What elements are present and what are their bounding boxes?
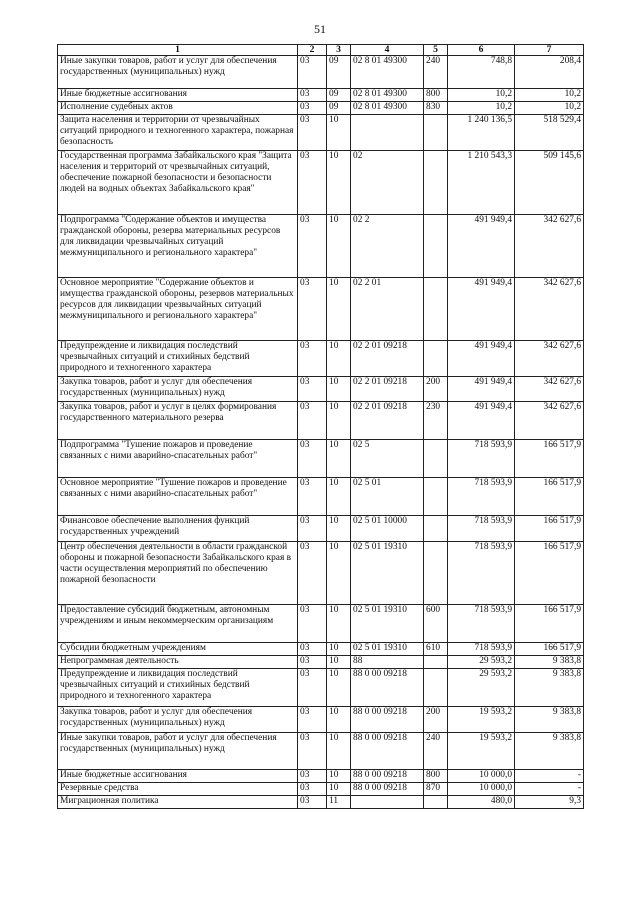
amount-col6-cell: 491 949,4 (448, 402, 515, 440)
amount-col7-cell: - (515, 783, 584, 796)
section-code-cell: 03 (298, 56, 327, 89)
subsection-code-cell: 10 (327, 377, 351, 402)
page-number: 51 (314, 22, 326, 36)
target-article-cell: 02 8 01 49300 (351, 102, 424, 115)
subsection-code-cell: 10 (327, 669, 351, 707)
table-row (58, 377, 584, 402)
col-header-1: 1 (58, 45, 298, 56)
amount-col6-cell: 10 000,0 (448, 783, 515, 796)
table-row (58, 89, 584, 102)
amount-col7-cell: 166 517,9 (515, 440, 584, 478)
target-article-cell: 02 (351, 151, 424, 215)
section-code-cell: 03 (298, 605, 327, 643)
target-article-cell: 88 0 00 09218 (351, 707, 424, 733)
table-row (58, 542, 584, 605)
row-name-cell: Исполнение судебных актов (58, 102, 298, 115)
amount-col7-cell: 10,2 (515, 89, 584, 102)
subsection-code-cell: 10 (327, 516, 351, 542)
subsection-code-cell: 10 (327, 643, 351, 656)
expense-type-cell: 230 (424, 402, 448, 440)
subsection-code-cell: 10 (327, 341, 351, 377)
expense-type-cell (424, 478, 448, 516)
row-name-cell: Миграционная политика (58, 796, 298, 809)
target-article-cell: 02 5 01 (351, 478, 424, 516)
row-name-cell: Закупка товаров, работ и услуг для обеспечения государственных (муниципальных) нужд (58, 707, 298, 733)
section-code-cell: 03 (298, 643, 327, 656)
section-code-cell: 03 (298, 770, 327, 783)
row-name-cell: Непрограммная деятельность (58, 656, 298, 669)
target-article-cell: 02 2 01 09218 (351, 402, 424, 440)
amount-col6-cell: 29 593,2 (448, 656, 515, 669)
target-article-cell: 02 8 01 49300 (351, 89, 424, 102)
subsection-code-cell: 09 (327, 56, 351, 89)
expense-type-cell: 870 (424, 783, 448, 796)
section-code-cell: 03 (298, 102, 327, 115)
expense-type-cell (424, 542, 448, 605)
amount-col6-cell: 718 593,9 (448, 478, 515, 516)
amount-col6-cell: 491 949,4 (448, 278, 515, 341)
section-code-cell: 03 (298, 733, 327, 770)
row-name-cell: Основное мероприятие "Содержание объектов и имущества гражданской обороны, резервов материальных ресурсов для ликвидации чрезвычайных ситуаций межмуниципального и регионального характера" (58, 278, 298, 341)
subsection-code-cell: 10 (327, 115, 351, 151)
amount-col6-cell: 748,8 (448, 56, 515, 89)
amount-col7-cell: 166 517,9 (515, 605, 584, 643)
row-name-cell: Резервные средства (58, 783, 298, 796)
row-name-cell: Предоставление субсидий бюджетным, автономным учреждениям и иным некоммерческим организациям (58, 605, 298, 643)
amount-col7-cell: 166 517,9 (515, 542, 584, 605)
amount-col7-cell: - (515, 770, 584, 783)
expense-type-cell: 200 (424, 707, 448, 733)
amount-col6-cell: 29 593,2 (448, 669, 515, 707)
section-code-cell: 03 (298, 542, 327, 605)
expense-type-cell (424, 115, 448, 151)
subsection-code-cell: 10 (327, 402, 351, 440)
amount-col7-cell: 10,2 (515, 102, 584, 115)
target-article-cell: 02 2 01 (351, 278, 424, 341)
amount-col7-cell: 166 517,9 (515, 643, 584, 656)
col-header-6: 6 (448, 45, 515, 56)
expense-type-cell (424, 796, 448, 809)
expense-type-cell: 200 (424, 377, 448, 402)
target-article-cell: 02 2 01 09218 (351, 341, 424, 377)
expense-type-cell (424, 215, 448, 278)
target-article-cell: 88 (351, 656, 424, 669)
amount-col6-cell: 10,2 (448, 102, 515, 115)
row-name-cell: Подпрограмма "Содержание объектов и имущества гражданской обороны, резерва материальных ресурсов для ликвидации чрезвычайных ситуаций межмуниципального и регионального характера" (58, 215, 298, 278)
row-name-cell: Центр обеспечения деятельности в области гражданской обороны и пожарной безопасности Забайкальского края в части осуществления мероприятий по обеспечению пожарной безопасности (58, 542, 298, 605)
subsection-code-cell: 09 (327, 102, 351, 115)
amount-col7-cell: 9 383,8 (515, 656, 584, 669)
col-header-7: 7 (515, 45, 584, 56)
expense-type-cell: 240 (424, 733, 448, 770)
table-row (58, 115, 584, 151)
amount-col7-cell: 9 383,8 (515, 707, 584, 733)
subsection-code-cell: 10 (327, 605, 351, 643)
subsection-code-cell: 10 (327, 770, 351, 783)
expense-type-cell: 800 (424, 770, 448, 783)
amount-col7-cell: 518 529,4 (515, 115, 584, 151)
expense-type-cell: 240 (424, 56, 448, 89)
expense-type-cell (424, 341, 448, 377)
subsection-code-cell: 10 (327, 656, 351, 669)
table-row (58, 783, 584, 796)
subsection-code-cell: 10 (327, 151, 351, 215)
section-code-cell: 03 (298, 656, 327, 669)
target-article-cell: 02 5 01 19310 (351, 605, 424, 643)
row-name-cell: Подпрограмма "Тушение пожаров и проведение связанных с ними аварийно-спасательных работ" (58, 440, 298, 478)
amount-col6-cell: 480,0 (448, 796, 515, 809)
section-code-cell: 03 (298, 440, 327, 478)
target-article-cell (351, 796, 424, 809)
subsection-code-cell: 10 (327, 707, 351, 733)
row-name-cell: Закупка товаров, работ и услуг для обеспечения государственных (муниципальных) нужд (58, 377, 298, 402)
amount-col7-cell: 342 627,6 (515, 402, 584, 440)
expense-type-cell (424, 278, 448, 341)
table-row (58, 516, 584, 542)
section-code-cell: 03 (298, 215, 327, 278)
target-article-cell: 88 0 00 09218 (351, 733, 424, 770)
col-header-2: 2 (298, 45, 327, 56)
table-row (58, 151, 584, 215)
section-code-cell: 03 (298, 402, 327, 440)
subsection-code-cell: 10 (327, 733, 351, 770)
target-article-cell (351, 115, 424, 151)
amount-col7-cell: 342 627,6 (515, 377, 584, 402)
target-article-cell: 02 2 01 09218 (351, 377, 424, 402)
table-row (58, 669, 584, 707)
subsection-code-cell: 09 (327, 89, 351, 102)
table-row (58, 656, 584, 669)
target-article-cell: 02 2 (351, 215, 424, 278)
table-row (58, 707, 584, 733)
budget-table (57, 44, 584, 809)
subsection-code-cell: 10 (327, 278, 351, 341)
table-row (58, 402, 584, 440)
table-row (58, 215, 584, 278)
table-row (58, 278, 584, 341)
section-code-cell: 03 (298, 151, 327, 215)
table-row (58, 796, 584, 809)
amount-col6-cell: 718 593,9 (448, 542, 515, 605)
subsection-code-cell: 10 (327, 478, 351, 516)
section-code-cell: 03 (298, 341, 327, 377)
row-name-cell: Предупреждение и ликвидация последствий чрезвычайных ситуаций и стихийных бедствий природного и техногенного характера (58, 669, 298, 707)
table-body (58, 56, 584, 809)
amount-col7-cell: 9,3 (515, 796, 584, 809)
row-name-cell: Финансовое обеспечение выполнения функций государственных учреждений (58, 516, 298, 542)
amount-col7-cell: 342 627,6 (515, 341, 584, 377)
section-code-cell: 03 (298, 783, 327, 796)
amount-col6-cell: 1 240 136,5 (448, 115, 515, 151)
table-row (58, 102, 584, 115)
section-code-cell: 03 (298, 278, 327, 341)
expense-type-cell (424, 151, 448, 215)
table-row (58, 643, 584, 656)
section-code-cell: 03 (298, 669, 327, 707)
table-row (58, 733, 584, 770)
section-code-cell: 03 (298, 796, 327, 809)
row-name-cell: Предупреждение и ликвидация последствий чрезвычайных ситуаций и стихийных бедствий природного и техногенного характера (58, 341, 298, 377)
amount-col6-cell: 718 593,9 (448, 440, 515, 478)
expense-type-cell: 610 (424, 643, 448, 656)
table-row (58, 605, 584, 643)
target-article-cell: 02 8 01 49300 (351, 56, 424, 89)
amount-col7-cell: 208,4 (515, 56, 584, 89)
target-article-cell: 88 0 00 09218 (351, 669, 424, 707)
subsection-code-cell: 10 (327, 783, 351, 796)
section-code-cell: 03 (298, 89, 327, 102)
section-code-cell: 03 (298, 115, 327, 151)
target-article-cell: 02 5 01 19310 (351, 643, 424, 656)
expense-type-cell: 800 (424, 89, 448, 102)
amount-col7-cell: 9 383,8 (515, 733, 584, 770)
col-header-3: 3 (327, 45, 351, 56)
amount-col7-cell: 509 145,6 (515, 151, 584, 215)
section-code-cell: 03 (298, 478, 327, 516)
table-row (58, 56, 584, 89)
table-row (58, 478, 584, 516)
subsection-code-cell: 10 (327, 542, 351, 605)
amount-col7-cell: 342 627,6 (515, 215, 584, 278)
row-name-cell: Иные закупки товаров, работ и услуг для обеспечения государственных (муниципальных) нужд (58, 733, 298, 770)
row-name-cell: Субсидии бюджетным учреждениям (58, 643, 298, 656)
col-header-4: 4 (351, 45, 424, 56)
expense-type-cell (424, 656, 448, 669)
row-name-cell: Государственная программа Забайкальского края "Защита населения и территорий от чрезвычайных ситуаций, обеспечение пожарной безопасности и безопасности людей на водных объектах Забайкальского края" (58, 151, 298, 215)
expense-type-cell (424, 440, 448, 478)
col-header-5: 5 (424, 45, 448, 56)
table-row (58, 440, 584, 478)
row-name-cell: Защита населения и территории от чрезвычайных ситуаций природного и техногенного характера, пожарная безопасность (58, 115, 298, 151)
expense-type-cell: 830 (424, 102, 448, 115)
amount-col6-cell: 491 949,4 (448, 341, 515, 377)
amount-col6-cell: 718 593,9 (448, 605, 515, 643)
expense-type-cell (424, 516, 448, 542)
subsection-code-cell: 10 (327, 440, 351, 478)
amount-col6-cell: 19 593,2 (448, 707, 515, 733)
target-article-cell: 02 5 01 10000 (351, 516, 424, 542)
target-article-cell: 02 5 01 19310 (351, 542, 424, 605)
row-name-cell: Иные закупки товаров, работ и услуг для обеспечения государственных (муниципальных) нужд (58, 56, 298, 89)
section-code-cell: 03 (298, 707, 327, 733)
section-code-cell: 03 (298, 377, 327, 402)
amount-col7-cell: 9 383,8 (515, 669, 584, 707)
row-name-cell: Основное мероприятие "Тушение пожаров и проведение связанных с ними аварийно-спасательных работ" (58, 478, 298, 516)
amount-col6-cell: 19 593,2 (448, 733, 515, 770)
subsection-code-cell: 11 (327, 796, 351, 809)
amount-col6-cell: 718 593,9 (448, 516, 515, 542)
expense-type-cell (424, 669, 448, 707)
table-row (58, 770, 584, 783)
row-name-cell: Иные бюджетные ассигнования (58, 89, 298, 102)
amount-col6-cell: 491 949,4 (448, 215, 515, 278)
amount-col6-cell: 718 593,9 (448, 643, 515, 656)
target-article-cell: 88 0 00 09218 (351, 783, 424, 796)
header-row (58, 45, 584, 56)
amount-col6-cell: 10,2 (448, 89, 515, 102)
amount-col7-cell: 166 517,9 (515, 478, 584, 516)
target-article-cell: 02 5 (351, 440, 424, 478)
section-code-cell: 03 (298, 516, 327, 542)
row-name-cell: Иные бюджетные ассигнования (58, 770, 298, 783)
table-row (58, 341, 584, 377)
amount-col6-cell: 491 949,4 (448, 377, 515, 402)
amount-col6-cell: 1 210 543,3 (448, 151, 515, 215)
row-name-cell: Закупка товаров, работ и услуг в целях формирования государственного материального резерва (58, 402, 298, 440)
amount-col6-cell: 10 000,0 (448, 770, 515, 783)
target-article-cell: 88 0 00 09218 (351, 770, 424, 783)
subsection-code-cell: 10 (327, 215, 351, 278)
amount-col7-cell: 166 517,9 (515, 516, 584, 542)
amount-col7-cell: 342 627,6 (515, 278, 584, 341)
expense-type-cell: 600 (424, 605, 448, 643)
